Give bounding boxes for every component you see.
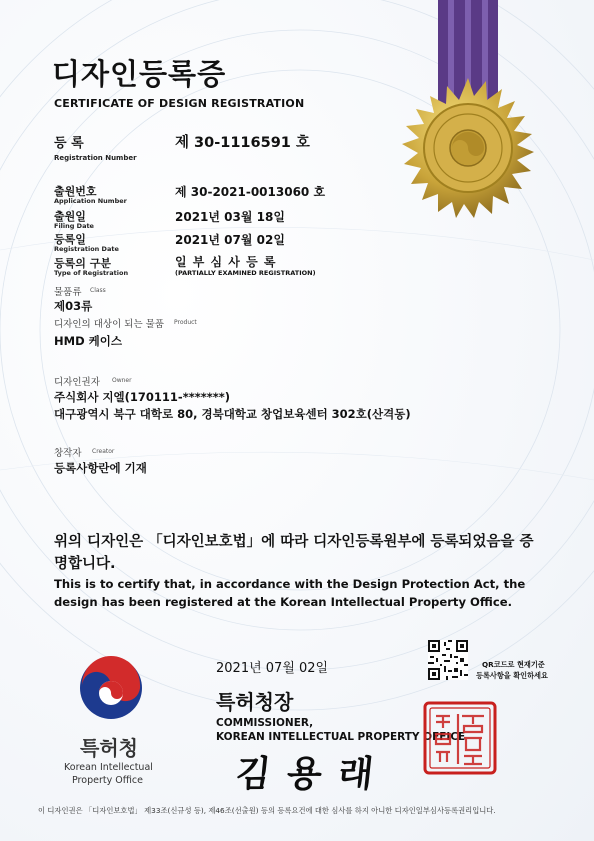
filing-date-label-en: Filing Date — [54, 222, 94, 230]
product-label-en: Product — [174, 319, 197, 326]
product-label: 디자인의 대상이 되는 물품 — [54, 319, 165, 330]
owner-address: 대구광역시 북구 대학로 80, 경북대학교 창업보육센터 302호(산격동) — [54, 407, 411, 421]
kipo-name-en-2: Property Office — [72, 775, 143, 786]
qr-code-icon — [428, 640, 468, 680]
kipo-logo-icon — [78, 655, 144, 721]
application-number-label-en: Application Number — [54, 197, 127, 205]
registration-date-value: 2021년 07월 02일 — [175, 233, 285, 247]
owner-name: 주식회사 지엘(170111-*******) — [54, 390, 231, 404]
issuer-title-en-1: COMMISSIONER, — [216, 717, 314, 729]
owner-label: 디자인권자 — [54, 377, 100, 388]
registration-type-label: 등록의 구분 — [54, 257, 111, 270]
application-number-label: 출원번호 — [54, 185, 97, 198]
registration-type-label-en: Type of Registration — [54, 269, 129, 277]
gold-medal-icon — [398, 78, 538, 218]
footer-note: 이 디자인권은 「디자인보호법」 제33조(신규성 등), 제46조(선출원) 등의 등록요건에 대한 심사를 하지 아니한 디자인일부심사등록권리입니다. — [38, 806, 496, 815]
title-korean: 디자인등록증 — [52, 57, 227, 91]
application-number-value: 제 30-2021-0013060 호 — [175, 185, 326, 199]
issue-date: 2021년 07월 02일 — [216, 661, 329, 676]
creator-label: 창작자 — [54, 448, 82, 459]
registration-date-label: 등록일 — [54, 233, 86, 246]
certification-statement-ko: 위의 디자인은 「디자인보호법」에 따라 디자인등록원부에 등록되었음을 증명합니다. — [54, 534, 534, 572]
title-english: CERTIFICATE OF DESIGN REGISTRATION — [54, 97, 305, 110]
registration-label-ko: 등 록 — [54, 136, 84, 151]
qr-caption-1: QR코드로 현재기준 — [482, 660, 545, 669]
product-value: HMD 케이스 — [54, 334, 122, 348]
owner-label-en: Owner — [112, 377, 132, 384]
issuer-title-en-2: KOREAN INTELLECTUAL PROPERTY OFFICE — [216, 731, 466, 743]
class-label: 물품류 — [54, 287, 82, 298]
qr-caption-2: 등록사항을 확인하세요 — [476, 671, 548, 680]
registration-date-label-en: Registration Date — [54, 245, 119, 253]
issuer-title-ko: 특허청장 — [216, 690, 294, 714]
registration-type-value: 일 부 심 사 등 록 — [175, 255, 277, 269]
filing-date-label: 출원일 — [54, 210, 86, 223]
certification-statement-en: This is to certify that, in accordance with the Design Protection Act, the design has been registered at the Korean Intellectual Property Office. — [54, 577, 526, 609]
official-seal-icon — [422, 700, 498, 776]
class-label-en: Class — [90, 287, 106, 294]
commissioner-signature: 김 용 래 — [233, 753, 378, 795]
registration-label-en: Registration Number — [54, 154, 137, 162]
registration-type-value-en: (PARTIALLY EXAMINED REGISTRATION) — [175, 269, 316, 277]
creator-value: 등록사항란에 기재 — [54, 461, 147, 475]
registration-number: 제 30-1116591 호 — [175, 135, 310, 151]
kipo-name-en-1: Korean Intellectual — [64, 762, 153, 773]
filing-date-value: 2021년 03월 18일 — [175, 210, 285, 224]
kipo-name-ko: 특허청 — [80, 736, 138, 760]
creator-label-en: Creator — [92, 448, 115, 455]
class-value: 제03류 — [54, 299, 93, 313]
